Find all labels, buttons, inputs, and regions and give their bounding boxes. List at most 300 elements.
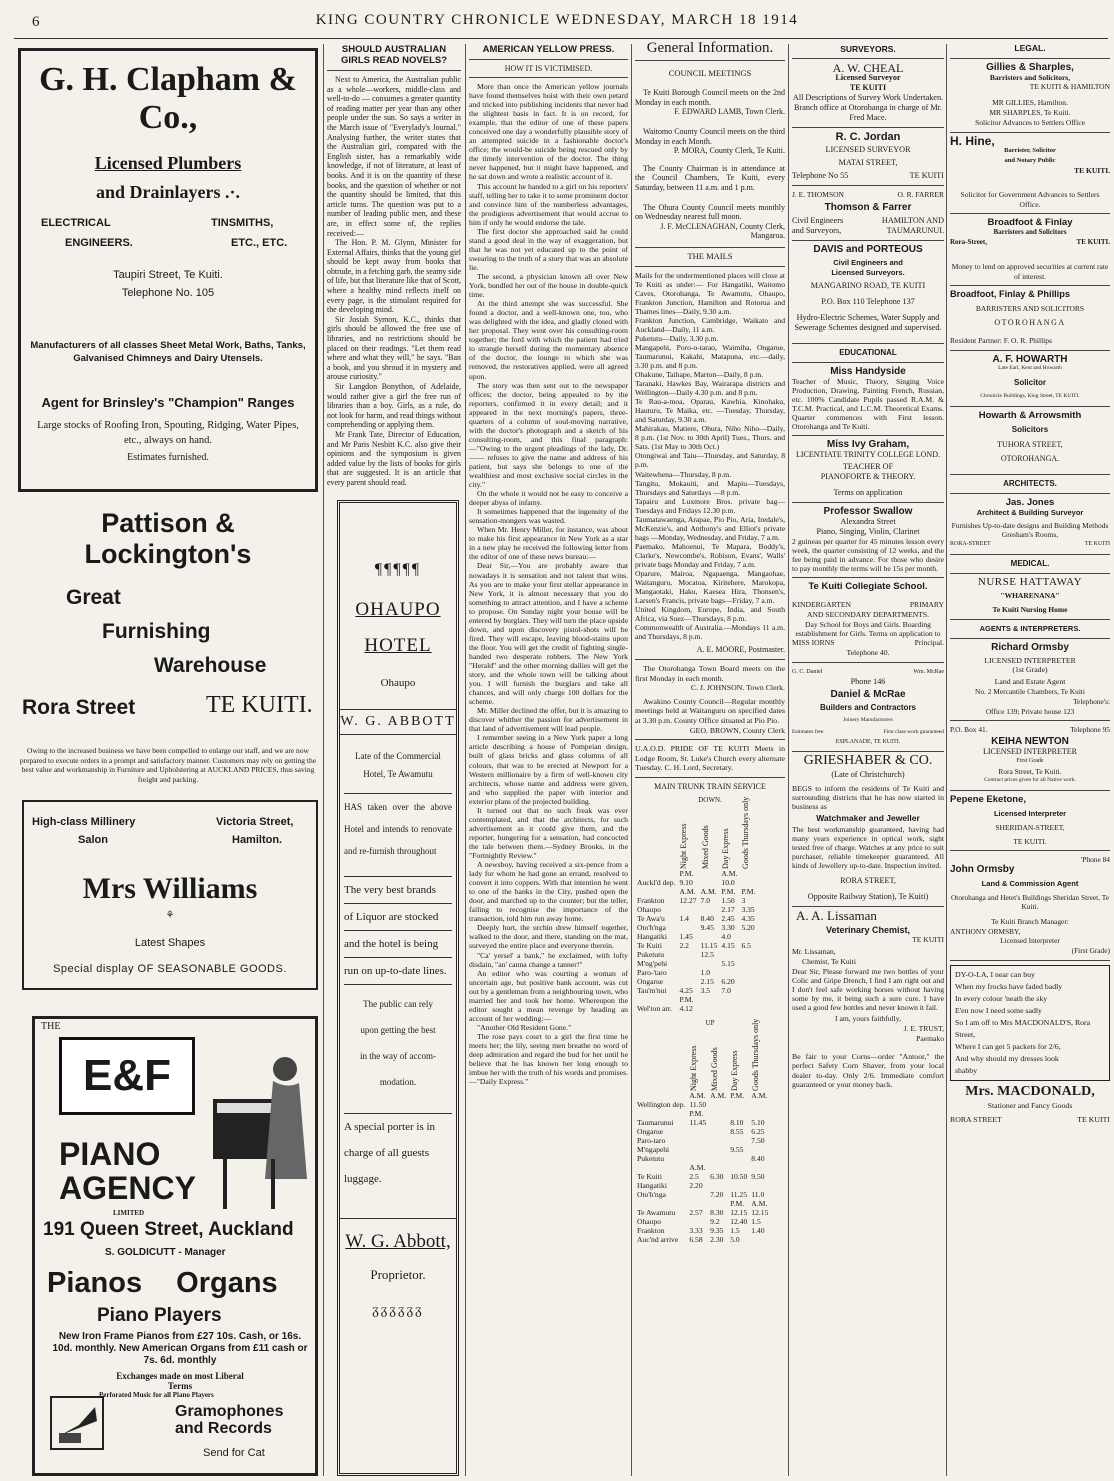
gillies-l4: MR SHARPLES, Te Kuiti. xyxy=(989,107,1071,117)
surveyors-heading: SURVEYORS. xyxy=(840,44,896,54)
john-l5: Licensed Interpreter xyxy=(1000,936,1060,946)
table-cell: Taumarunui xyxy=(637,1117,674,1127)
agents-heading: AGENTS & INTERPRETERS. xyxy=(979,624,1081,634)
town-board-signoff: C. J. JOHNSON. Town Clerk. xyxy=(690,683,785,693)
table-cell: 11.50 xyxy=(689,1099,707,1109)
table-cell: Te Kuiti xyxy=(637,1171,662,1181)
ohaupo-ornament-top: ¶¶¶¶¶ xyxy=(374,561,422,578)
general-info-title: General Information. xyxy=(646,40,774,56)
town-board-notice: The Otorohanga Town Board meets on the first Monday in each month. xyxy=(635,664,785,683)
divider xyxy=(950,720,1110,721)
legal-heading: LEGAL. xyxy=(1014,43,1046,53)
divider xyxy=(792,435,944,436)
column-header-cell xyxy=(699,809,720,869)
mails-list xyxy=(635,271,785,642)
table-cell xyxy=(687,1190,708,1199)
nurse-card xyxy=(950,575,1110,615)
table-cell: 3 xyxy=(741,896,746,906)
clapham-line2: and Drainlayers .·. xyxy=(95,182,240,202)
table-cell xyxy=(687,1127,708,1136)
ormsby-card xyxy=(950,643,1110,717)
table-cell: 4.15 xyxy=(721,941,735,951)
divider xyxy=(792,58,944,59)
arrowsmith-l1: Solicitors xyxy=(1011,424,1049,434)
table-cell: 2.5 xyxy=(689,1171,699,1181)
lissaman-sig3: Paemako xyxy=(916,1034,944,1043)
column-header-cell xyxy=(687,1031,708,1091)
table-cell: Auc'nd arrive xyxy=(637,1234,679,1244)
pattison-furnishing: Furnishing xyxy=(102,620,211,643)
gillies-name: Gillies & Sharples, xyxy=(986,61,1074,73)
column-header: Mixed Goods xyxy=(710,1046,720,1091)
ormsby-l2: (1st Grade) xyxy=(1012,665,1048,675)
graham-l1: LICENTIATE TRINITY COLLEGE LOND. xyxy=(796,450,940,459)
table-cell: 6.25 xyxy=(751,1126,765,1136)
table-cell: Auckl'd dep. xyxy=(637,878,676,888)
ohaupo-title: OHAUPO xyxy=(355,599,441,620)
table-cell xyxy=(699,932,720,941)
pattison-blurb: Owing to the increased business we have been compelled to enlarge our staff, and we are now prepared to execute orders in a prompt and satisfactory manner. Customers may rely on getting the best value and workmanship in Furniture and Upholstering at AUCKLAND PRICES, thus saving freight and packing. xyxy=(19,746,317,784)
john-l4: ANTHONY ORMSBY, xyxy=(950,926,1021,936)
council-notice-3: The County Chairman is in attendance at the Council Chambers, Te Kuiti, every Saturday, between 11 a.m. and 1 p.m. xyxy=(635,163,785,192)
table-cell xyxy=(739,959,757,968)
divider xyxy=(950,132,1110,133)
column-divider xyxy=(946,44,947,1476)
table-cell xyxy=(728,1100,749,1109)
lissaman-to1: Mr. Lissaman, xyxy=(792,947,836,956)
paragraph: Te Rau-a-moa, Oparau, Kawhia, Kinohaku, Hauturu, Te Maika, etc. —Tuesday, Thursday, and Saturday, 9.30 a.m. xyxy=(635,397,785,425)
gillies-l2: TE KUITI & HAMILTON xyxy=(1029,82,1110,92)
jordan-tel: Telephone No 55 xyxy=(792,171,849,180)
divider xyxy=(950,573,1110,574)
table-cell: M'ngapehi xyxy=(637,1144,670,1154)
general-information xyxy=(635,40,785,1474)
table-cell: 2.15 xyxy=(700,977,714,987)
table-cell: 11.45 xyxy=(689,1117,707,1127)
awakino-notice: Awakino County Council—Regular monthly meetings held at Waitanguru on specified dates at 3.30 p.m. County Office situated at Pio Pio. xyxy=(635,696,785,725)
table-cell: A.M. xyxy=(751,1090,768,1100)
cheal-card xyxy=(792,63,944,123)
table-cell: 6.30 xyxy=(710,1171,724,1181)
ohaupo-porter xyxy=(344,1113,452,1192)
piano-players: Piano Players xyxy=(97,1305,222,1326)
table-cell: 3.5 xyxy=(700,986,711,996)
table-cell: Paro-'taro xyxy=(637,968,667,978)
macdonald-name: Mrs. MACDONALD, xyxy=(965,1084,1095,1099)
table-cell xyxy=(749,1181,770,1190)
pepene-l3: TE KUITI. xyxy=(1013,836,1047,846)
divider xyxy=(950,850,1110,851)
table-row xyxy=(635,941,757,950)
yellow-press-headline: AMERICAN YELLOW PRESS. xyxy=(482,44,615,55)
john-l1: Land & Commission Agent xyxy=(981,879,1079,889)
divider xyxy=(950,638,1110,639)
council-signoff-1: F. EDWARD LAMB, Town Clerk. xyxy=(674,107,785,117)
table-cell xyxy=(739,977,757,986)
table-cell: 9.2 xyxy=(710,1216,720,1226)
table-cell xyxy=(699,995,720,1004)
yellow-press-sub: HOW IT IS VICTIMISED. xyxy=(504,64,593,73)
broadfoot-l3: TE KUITI. xyxy=(1076,237,1110,246)
grieshaber-street: RORA STREET, xyxy=(840,876,896,885)
grieshaber-name: GRIESHABER & CO. xyxy=(803,753,933,768)
paragraph: Puketutu—Daily, 3.30 p.m. xyxy=(635,333,719,343)
table-cell xyxy=(708,1136,728,1145)
column-header-cell xyxy=(677,809,698,869)
awakino-signoff: GEO. BROWN, County Clerk xyxy=(689,725,785,735)
table-cell: 8.40 xyxy=(700,914,714,924)
pepene-name: Pepene Eketone, xyxy=(950,794,1027,806)
table-cell: Oto'h'nga xyxy=(637,923,666,933)
table-cell xyxy=(749,1109,770,1118)
clapham-estimates: Estimates furnished. xyxy=(127,452,209,463)
table-cell: Ongarue xyxy=(637,977,664,987)
graham-l2: TEACHER OF xyxy=(842,462,894,471)
table-cell xyxy=(677,950,698,959)
poem-line: DY-O-LA, I near can buy xyxy=(955,970,1035,979)
table-cell: 4.25 xyxy=(679,986,693,996)
column-header: Day Express xyxy=(730,1050,740,1091)
train-up-table xyxy=(635,1018,770,1244)
poem-line: Where I can get 5 packets for 2/6, xyxy=(955,1042,1061,1051)
clapham-telephone: Telephone No. 105 xyxy=(121,287,215,299)
collegiate-body: Day School for Boys and Girls. Boarding establishment for Girls. Terms on application to xyxy=(795,620,941,638)
ohaupo-public-2: upon getting the best xyxy=(360,1025,436,1035)
ohaupo-liquor-2: of Liquor are stocked xyxy=(344,904,452,931)
thomson-a: J. E. THOMSON xyxy=(792,190,844,199)
collegiate-k: KINDERGARTEN xyxy=(792,600,852,609)
bfp-l1: BARRISTERS AND SOLICITORS xyxy=(975,304,1085,314)
ohaupo-liquor-3: and the hotel is being xyxy=(344,931,452,958)
clapham-electrical: ELECTRICAL xyxy=(41,217,111,229)
table-cell xyxy=(677,959,698,968)
table-cell: 4.0 xyxy=(721,932,731,942)
table-header-row xyxy=(635,809,757,869)
column-divider xyxy=(323,44,324,1476)
nurse-name: NURSE HATTAWAY xyxy=(977,575,1083,588)
council-notice-2: Waitomo County Council meets on the third Monday in each Month. xyxy=(635,126,785,146)
newton-tel: Telephone 95 xyxy=(1070,725,1110,735)
daniel-address: ESPLANADE, TE KUITI. xyxy=(835,739,901,745)
lissaman-sig1: I am, yours faithfully, xyxy=(835,1014,901,1023)
table-cell xyxy=(719,950,739,959)
handyside-body: Teacher of Music, Theory, Singing Voice Production, Drawing, Painting French, Russian, etc. 100% Candidate Pupils passed R.A.M. & T.C.M. Practical, and L.C.M. Theoretical Exams. Quarter commences with First lesson. Otorohanga and Te Kuiti. xyxy=(792,377,944,431)
davis-po: P.O. Box 110 Telephone 137 xyxy=(821,297,915,306)
davis-l2: Licensed Surveyors. xyxy=(831,268,905,277)
divider xyxy=(950,213,1110,214)
table-cell: 5.0 xyxy=(730,1234,740,1244)
clapham-tinsmiths: TINSMITHS, xyxy=(211,217,274,229)
table-cell: 1.40 xyxy=(751,1225,765,1235)
table-row xyxy=(635,878,757,887)
table-row xyxy=(635,1181,770,1190)
table-cell: 6.20 xyxy=(721,977,735,987)
table-row xyxy=(635,1217,770,1226)
table-cell xyxy=(677,977,698,986)
hine-l2: and Notary Public xyxy=(1004,157,1056,165)
clapham-etc: ETC., ETC. xyxy=(231,237,288,249)
table-cell xyxy=(739,995,757,1004)
mails-signoff: A. E. MOORE, Postmaster. xyxy=(696,645,785,655)
table-cell: Ohaupo xyxy=(637,905,662,915)
table-cell xyxy=(719,1004,739,1013)
collegiate-prin: Principal. xyxy=(914,638,944,647)
graham-l3: PIANOFORTE & THEORY. xyxy=(820,472,916,481)
lissaman-to2: Chemist, Te Kuiti xyxy=(802,957,856,966)
divider xyxy=(950,790,1110,791)
ohaupo-public-1: The public can rely xyxy=(363,999,433,1009)
clapham-line1: Licensed Plumbers xyxy=(94,153,242,173)
davis-name: DAVIS and PORTEOUS xyxy=(813,244,923,255)
paragraph: Mahirakau, Matiere, Ohura, Niho Niho—Daily, 8 p.m. (1st Nov. to 30th April) Tues., Thurs. and Sats. (1st May to 30th Oct.) xyxy=(635,424,785,452)
divider xyxy=(792,127,944,128)
pattison-warehouse: Warehouse xyxy=(154,654,267,677)
jordan-card xyxy=(792,132,944,181)
divider xyxy=(950,474,1110,475)
daniel-name: Daniel & McRae xyxy=(830,689,906,700)
table-row xyxy=(635,959,757,968)
table-row xyxy=(635,1199,770,1208)
table-cell: 6.58 xyxy=(689,1234,703,1244)
paragraph: Deeply hurt, the urchin drew himself together, walked to the door, and there, standing on the mat, surveyed the entire place and everyone therein. xyxy=(469,923,628,951)
table-cell: Tau'm'nui xyxy=(637,986,667,996)
table-cell xyxy=(739,968,757,977)
grieshaber-body: BEGS to inform the residents of Te Kuiti and surrounding districts that he has now started in business as xyxy=(792,784,944,811)
table-cell: 1.45 xyxy=(679,932,693,942)
table-cell: 2.17 xyxy=(721,905,735,915)
table-cell xyxy=(677,968,698,977)
table-cell xyxy=(635,869,677,878)
graham-name: Miss Ivy Graham, xyxy=(826,439,910,450)
handyside-card xyxy=(792,367,944,431)
table-cell: 10.50 xyxy=(730,1171,748,1181)
paragraph: Mr. Miller declined the offer, but it is amazing to discover whither the passion for advertisement in that land of advertisement will lead people. xyxy=(469,706,628,734)
council-meetings-heading: COUNCIL MEETINGS xyxy=(668,67,752,78)
table-cell: 5.15 xyxy=(721,959,735,969)
nurse-l1: "WHARENANA" xyxy=(1000,591,1060,601)
bfp-l3: Resident Partner: F. O. R. Phillips xyxy=(950,335,1052,345)
piano-player-illustration xyxy=(203,1029,313,1229)
table-cell xyxy=(739,932,757,941)
williams-shapes: Latest Shapes xyxy=(134,937,206,949)
surveyors-column xyxy=(792,44,944,1474)
column-header: Night Express xyxy=(679,823,689,870)
newton-l3: Rora Street, Te Kuiti. xyxy=(998,766,1062,776)
table-cell: P.M. xyxy=(689,1108,704,1118)
williams-salon: Salon xyxy=(78,834,108,846)
table-cell xyxy=(687,1154,708,1163)
thomson-r1: HAMILTON AND xyxy=(881,216,944,225)
pattison-name: Pattison & Lockington's xyxy=(84,508,252,569)
table-cell: M'ng'pehi xyxy=(637,959,668,969)
table-cell: 9.10 xyxy=(679,878,693,888)
paragraph: Frankton Junction, Cambridge, Waikato and Auckland—Daily, 11 a.m. xyxy=(635,315,785,334)
newton-card xyxy=(950,725,1110,786)
ohaupo-porter-3: luggage. xyxy=(344,1173,382,1185)
table-row xyxy=(635,1208,770,1217)
table-cell xyxy=(708,1109,728,1118)
poem-line: So I am off to Mrs MACDONALD'S, Rora Street, xyxy=(955,1018,1091,1039)
jones-l3: Gresham's Rooms, xyxy=(1001,530,1059,540)
paragraph: Otongiwai and Taiu—Thursday, and Saturday, 8 p.m. xyxy=(635,451,785,470)
table-cell xyxy=(635,1163,687,1172)
poem-line: And why should my dresses look xyxy=(955,1054,1059,1063)
table-cell: P.M. xyxy=(679,995,694,1005)
table-cell: A.M. xyxy=(700,887,717,897)
corns-advert: Be fair to your Corns—order "Antoor," the perfect Safety Corn Shaver, from your local dealer to-day. Only 2/6. Immediate comfort guaranteed or your money back. xyxy=(792,1052,944,1090)
table-cell xyxy=(699,905,720,914)
table-cell xyxy=(708,1127,728,1136)
table-cell xyxy=(739,869,757,878)
table-cell xyxy=(708,1118,728,1127)
column-header-cell xyxy=(739,796,757,870)
divider xyxy=(469,77,628,78)
paragraph: The first doctor she approached said he could stand a good deal in the way of exaggeration, but that he was not yet educated up to the point of swearing to the truth of a story that was an absolute lie. xyxy=(469,226,628,272)
divider xyxy=(635,60,785,61)
jones-l2: Furnishes Up-to-date designs and Building Methods xyxy=(951,521,1109,531)
table-cell xyxy=(728,1181,749,1190)
divider xyxy=(792,362,944,363)
jordan-town: TE KUITI xyxy=(909,171,944,180)
jordan-l1: LICENSED SURVEYOR xyxy=(825,145,911,154)
table-cell xyxy=(708,1163,728,1172)
ormsby-l3: Land and Estate Agent xyxy=(994,677,1066,687)
williams-millinery: High-class Millinery xyxy=(32,816,136,828)
broadfoot-name: Broadfoot & Finlay xyxy=(987,217,1073,229)
clapham-agent: Agent for Brinsley's "Champion" Ranges xyxy=(41,395,295,410)
table-cell xyxy=(749,1100,770,1109)
table-cell xyxy=(749,1145,770,1154)
newton-po: P.O. Box 41. xyxy=(950,725,988,735)
john-l6: (First Grade) xyxy=(1071,946,1110,956)
table-cell xyxy=(728,1136,749,1145)
table-cell: 7.20 xyxy=(710,1189,724,1199)
lissaman-card xyxy=(792,908,944,1044)
table-cell xyxy=(719,995,739,1004)
paragraph: The story was then sent out to the newspaper offices; the doctor, being appealed to by the reporters, confirmed it in every detail; and it appeared in the next morning's papers, three-quarters of a column of soul-moving narrative, with the doctor's photograph and a sketch of his consulting-room, and this final paragraph:—"Owing to the urgent pleadings of the lady, Dr.—— refuses to give the name and address of his patient, but says she belongs to one of the wealthiest and most exclusive social circles in the city." xyxy=(469,380,628,490)
council-notice-1: Te Kuiti Borough Council meets on the 2nd Monday in each month. xyxy=(635,88,785,107)
table-row xyxy=(635,1145,770,1154)
collegiate-s: AND SECONDARY DEPARTMENTS. xyxy=(807,610,929,619)
ohaupo-porter-1: A special porter is in xyxy=(344,1121,436,1133)
thomson-l1: Civil Engineers xyxy=(792,216,844,225)
divider xyxy=(950,350,1110,351)
jordan-name: R. C. Jordan xyxy=(835,131,901,143)
paragraph: It turned out that no such freak was ever contemplated, and that the architects, for such advertisement as it could give them, and the reporter, hungering for a sensation, had concocted the tale between them.—Sydney Brooks, in the "Fortnightly Review." xyxy=(469,805,628,860)
grieshaber-late: (Late of Christchurch) xyxy=(831,770,905,779)
ef-logo xyxy=(59,1037,195,1115)
table-cell: 2.2 xyxy=(679,941,689,951)
table-row xyxy=(635,1163,770,1172)
williams-street: Victoria Street, xyxy=(216,816,294,828)
pattison-town: TE KUITI. xyxy=(206,692,313,718)
table-cell: 11.25 xyxy=(730,1189,747,1199)
paragraph: The rose pays court to a girl the first time he meets her; the lily, seeing men breathe no word of deep admiration and regard the bud for her until he believe that he has known her long enough to imbue her with the truth of his words and promises.—"Daily Express." xyxy=(469,1031,628,1087)
table-cell: 1.0 xyxy=(700,968,711,978)
gillies-l3: MR GILLIES, Hamilton. xyxy=(992,98,1068,108)
table-row xyxy=(635,1127,770,1136)
grieshaber-body2: The best workmanship guaranteed, having had many years experience in optical work, sight tested free of charge. Watches at any price to suit purchaser, reliable timekeeper guaranteed. All kinds of Jewellery up-to-date. Inspection invited. xyxy=(792,825,944,870)
paragraph: Sir Josiah Symon, K.C., thinks that girls should be allowed the free use of libraries, and no restrictions should be placed on their readings. "Let them read where and what they will," he says. "Ban a book, and you shroud it in mystery and arouse curiosity." xyxy=(327,314,461,382)
ormsby-name: Richard Ormsby xyxy=(991,641,1069,653)
paragraph: At the third attempt she was successful. She found a doctor, and a well-known one, too, who was delighted with the idea, and gladly closed with her proposal. They went over his consulting-room together; the ford with which the patient had tried to strangle herself during the momentary absence of the doctor, the lounge to which she was removed, the restoratives applied, were all agreed upon. xyxy=(469,299,628,381)
clapham-manufacturers: Manufacturers of all classes Sheet Metal Work, Baths, Tanks, Galvanised Chimneys and Dairy Utensels. xyxy=(30,340,306,364)
poem-line: When my frocks have faded badly xyxy=(955,982,1063,991)
table-cell: 11.0 xyxy=(751,1189,765,1199)
divider xyxy=(635,247,785,248)
davis-l3: Hydro-Electric Schemes, Water Supply and Sewerage Schemes designed and supervised. xyxy=(794,313,942,332)
bfp-name: Broadfoot, Finlay & Phillips xyxy=(950,289,1070,300)
paragraph: A newsboy, having received a six-pence from a lady for whom he had gone an errand, resolved to convert it into coppers. With that intention he went to one of the banks in the City, pushed open the door, and marched up to the counter; but the teller, failing to recognise the importance of the transaction, told him run away home. xyxy=(469,860,628,924)
table-cell: P.M. xyxy=(730,1198,745,1208)
piano-terms: New Iron Frame Pianos from £27 10s. Cash, or 16s. 10d. monthly. New American Organs from £11 cash or 7s. 6d. monthly xyxy=(52,1331,308,1366)
pepene-l2: SHERIDAN-STREET, xyxy=(995,822,1065,832)
gillies-card xyxy=(950,63,1110,128)
dyola-poem xyxy=(950,965,1110,1081)
hine-l1: Barrister, Solicitor xyxy=(1004,147,1056,155)
hine-card xyxy=(950,133,1110,210)
paragraph: When Mr. Henry Miller, for instance, was about to make his first appearance in New York as a star in a new play he received the following letter from the editor of one of these news bureau:— xyxy=(469,525,628,562)
arrowsmith-card xyxy=(950,411,1110,464)
table-cell: 3.30 xyxy=(721,923,735,933)
masthead xyxy=(0,8,1114,36)
lissaman-title: Veterinary Chemist, xyxy=(825,925,911,935)
howarth-l2: Solicitor xyxy=(1013,378,1046,388)
collegiate-card xyxy=(792,582,944,658)
table-cell xyxy=(739,986,757,995)
table-cell: A.M. xyxy=(679,887,696,897)
paragraph: Tangitu, Mokauiti, and Mapiu—Tuesdays, Thursdays and Saturdays —8 p.m. xyxy=(635,478,785,497)
table-cell: 12.5 xyxy=(700,950,714,960)
poem-line: In every colour 'neath the sky xyxy=(955,994,1048,1003)
divider xyxy=(792,906,944,907)
legal-column xyxy=(950,44,1110,1474)
novels-body xyxy=(327,75,461,488)
divider xyxy=(792,502,944,503)
hine-name: H. Hine, xyxy=(950,133,995,148)
yellow-press-body xyxy=(469,82,628,1086)
mails-heading: THE MAILS xyxy=(687,250,733,261)
handyside-name: Miss Handyside xyxy=(830,366,906,377)
daniel-l2: Joinery Manufacturers xyxy=(843,717,893,723)
table-cell: Frankton xyxy=(637,1225,665,1235)
table-cell xyxy=(739,878,757,887)
ohaupo-signature: W. G. Abbott, xyxy=(340,1218,456,1253)
divider xyxy=(950,58,1110,59)
table-cell xyxy=(749,1235,770,1244)
table-cell: 5.20 xyxy=(741,923,755,933)
table-cell: Hangatiki xyxy=(637,932,667,942)
broadfoot-l4: Money to lend on approved securities at current rate of interest. xyxy=(951,261,1109,281)
table-row xyxy=(635,1109,770,1118)
table-row xyxy=(635,977,757,986)
table-row xyxy=(635,923,757,932)
swallow-l1: Alexandra Street xyxy=(840,517,896,526)
table-row xyxy=(635,1235,770,1244)
novels-article xyxy=(327,44,461,487)
ohaupo-taken: HAS taken over the above Hotel and intends to renovate and re-furnish throughout xyxy=(344,793,452,862)
pattison-street: Rora Street xyxy=(22,696,136,719)
newton-l1: LICENSED INTERPRETER xyxy=(983,747,1077,757)
train-down-heading: DOWN. xyxy=(698,795,722,804)
masthead-rule xyxy=(14,38,1108,39)
poem-line: shabby xyxy=(955,1066,978,1075)
paragraph: Taranaki, Hawkes Bay, Wairarapa districts and Wellington—Daily 4.30 p.m. and 8 p.m. xyxy=(635,379,785,398)
divider xyxy=(950,406,1110,407)
collegiate-miss: MISS IORNS xyxy=(792,638,835,647)
table-cell: 12.40 xyxy=(730,1216,748,1226)
paragraph: More than once the American yellow journals have found themselves hoist with their own petard and tricked into publishing incidents that never had the slightest basis in fact. It is on record, for example, that the editor of one of these papers conceived one day a wonderfully plausible story of an attempted suicide in a fashionable doctor's office; the would-be suicide being rescued only by the timely intervention of the doctor. The thing never happened, but it might have happened, and he sat down and wrote a realistic account of it. xyxy=(469,82,628,182)
